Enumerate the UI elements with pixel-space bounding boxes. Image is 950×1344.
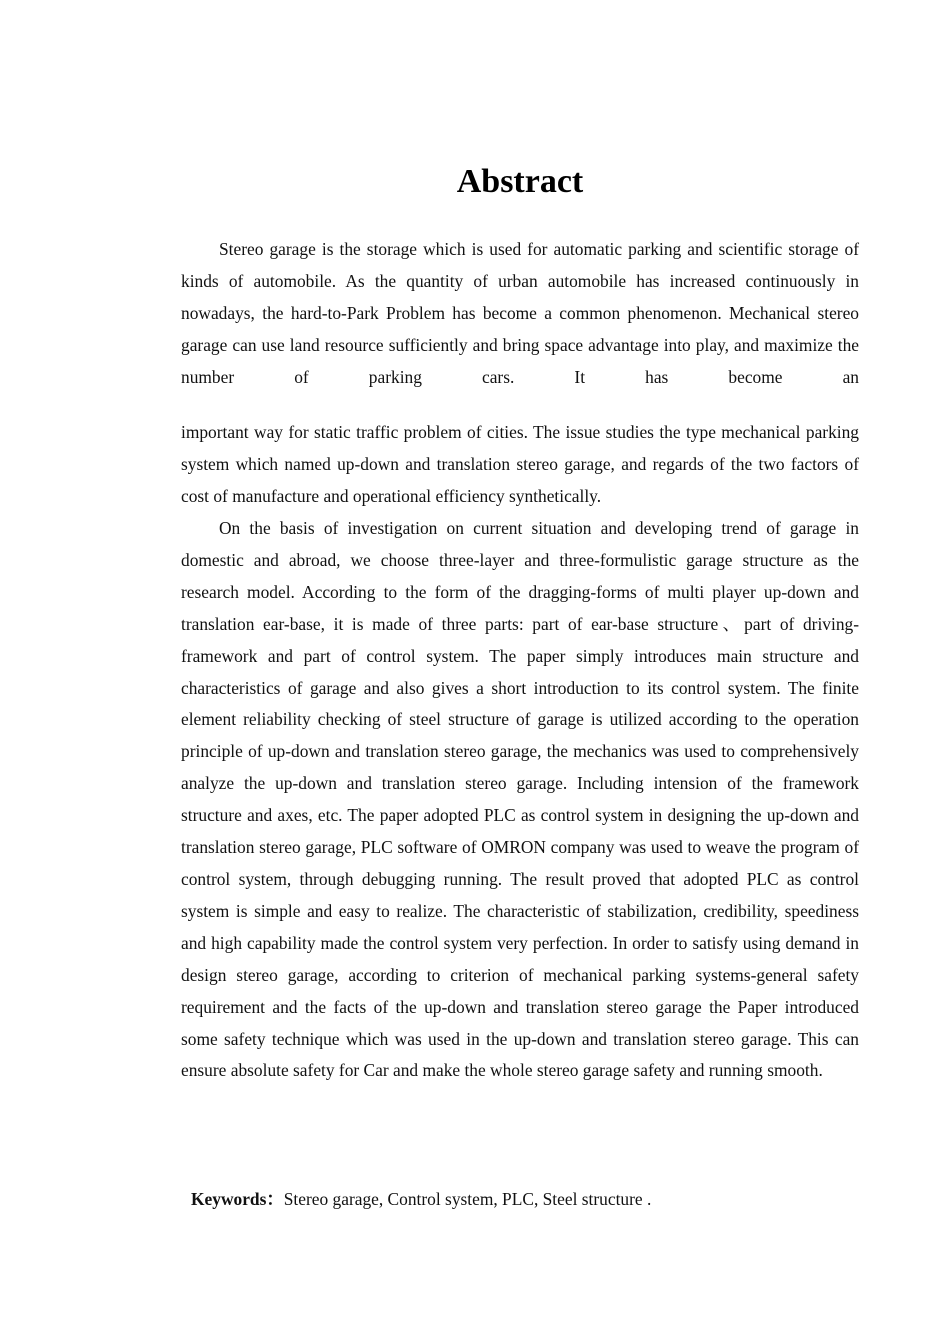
keywords-label: Keywords： xyxy=(191,1189,284,1209)
abstract-paragraph-3: On the basis of investigation on current situation and developing trend of garage in domestic and abroad, we choose three-layer and three-formulistic garage structure as the research model. According to the form of the dragging-forms of multi player up-down and translation ear-base, it is made of three parts: part of ear-base structure、part of driving-framework and part of control system. The paper simply introduces main structure and characteristics of garage and also gives a short introduction to its control system. The finite element reliability checking of steel structure of garage is utilized according to the operation principle of up-down and translation stereo garage, the mechanics was used to comprehensively analyze the up-down and translation stereo garage. Including intension of the framework structure and axes, etc. The paper adopted PLC as control system in designing the up-down and translation stereo garage, PLC software of OMRON company was used to weave the program of control system, through debugging running. The result proved that adopted PLC as control system is simple and easy to realize. The characteristic of stabilization, credibility, speediness and high capability made the control system very perfection. In order to satisfy using demand in design stereo garage, according to criterion of mechanical parking systems-general safety requirement and the facts of the up-down and translation stereo garage the Paper introduced some safety technique which was used in the up-down and translation stereo garage. This can ensure absolute safety for Car and make the whole stereo garage safety and running smooth. xyxy=(181,518,859,1081)
abstract-paragraph-1: Stereo garage is the storage which is used for automatic parking and scientific storage of kinds of automobile. As the quantity of urban automobile has increased continuously in nowadays, the hard-to-Park Problem has become a common phenomenon. Mechanical stereo garage can use land resource sufficiently and bring space advantage into play, and maximize the number of parking cars. It has become an xyxy=(181,239,859,387)
keywords-value: Stereo garage, Control system, PLC, Steel structure . xyxy=(283,1189,652,1209)
page-title: Abstract xyxy=(456,163,584,200)
abstract-paragraph-2: important way for static traffic problem of cities. The issue studies the type mechanical parking system which named up-down and translation stereo garage, and regards of the two factors of cost of manufacture and operational efficiency synthetically. xyxy=(181,422,859,506)
keywords-line xyxy=(191,1184,651,1215)
